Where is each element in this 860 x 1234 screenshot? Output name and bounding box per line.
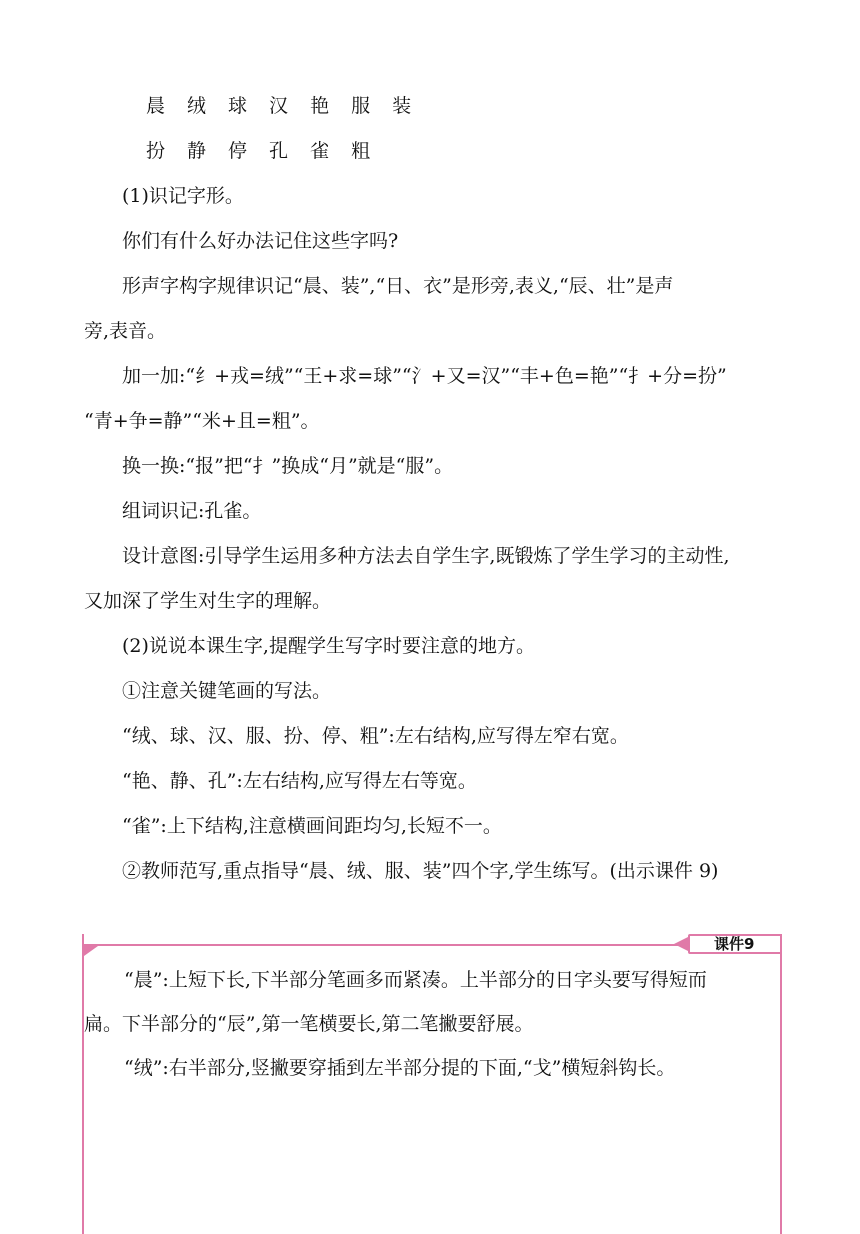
character: 艳 [310,95,330,117]
character: 停 [228,140,248,162]
character: 雀 [310,140,330,162]
paragraph: 加一加:“纟+戎=绒”“王+求=球”“氵+又=汉”“丰+色=艳”“扌+分=扮” [122,365,727,387]
paragraph-continuation: “青+争=静”“米+且=粗”。 [84,410,320,432]
paragraph: 你们有什么好办法记住这些字吗? [122,230,399,252]
paragraph: (2)说说本课生字,提醒学生写字时要注意的地方。 [122,635,535,657]
courseware-text: “绒”:右半部分,竖撇要穿插到左半部分提的下面,“戈”横短斜钩长。 [124,1057,676,1079]
paragraph: (1)识记字形。 [122,185,244,207]
courseware-label: 课件9 [714,935,755,953]
character: 服 [351,95,371,117]
corner-triangle-icon [84,946,98,956]
character: 孔 [269,140,289,162]
paragraph: ②教师范写,重点指导“晨、绒、服、装”四个字,学生练写。(出示课件 9) [122,860,719,882]
character: 扮 [146,140,166,162]
characters-row-2 [146,139,392,163]
character: 汉 [269,95,289,117]
character: 装 [392,95,412,117]
courseware-text: “晨”:上短下长,下半部分笔画多而紧凑。上半部分的日字头要写得短而 [124,969,707,991]
paragraph-continuation: 又加深了学生对生字的理解。 [84,590,332,612]
paragraph: 换一换:“报”把“扌”换成“月”就是“服”。 [122,455,454,477]
character: 静 [187,140,207,162]
characters-row-1 [146,94,433,118]
courseware-text-continuation: 扁。下半部分的“辰”,第一笔横要长,第二笔撇要舒展。 [84,1013,534,1035]
character: 粗 [351,140,371,162]
character: 晨 [146,95,166,117]
paragraph: “艳、静、孔”:左右结构,应写得左右等宽。 [122,770,477,792]
paragraph: 组词识记:孔雀。 [122,500,262,522]
paragraph: ①注意关键笔画的写法。 [122,680,332,702]
paragraph: “绒、球、汉、服、扮、停、粗”:左右结构,应写得左窄右宽。 [122,725,629,747]
character: 球 [228,95,248,117]
paragraph: 设计意图:引导学生运用多种方法去自学生字,既锻炼了学生学习的主动性, [122,545,730,567]
character: 绒 [187,95,207,117]
paragraph: “雀”:上下结构,注意横画间距均匀,长短不一。 [122,815,502,837]
courseware-box-top-border [82,944,692,946]
paragraph: 形声字构字规律识记“晨、装”,“日、衣”是形旁,表义,“辰、壮”是声 [122,275,674,297]
paragraph-continuation: 旁,表音。 [84,320,167,342]
